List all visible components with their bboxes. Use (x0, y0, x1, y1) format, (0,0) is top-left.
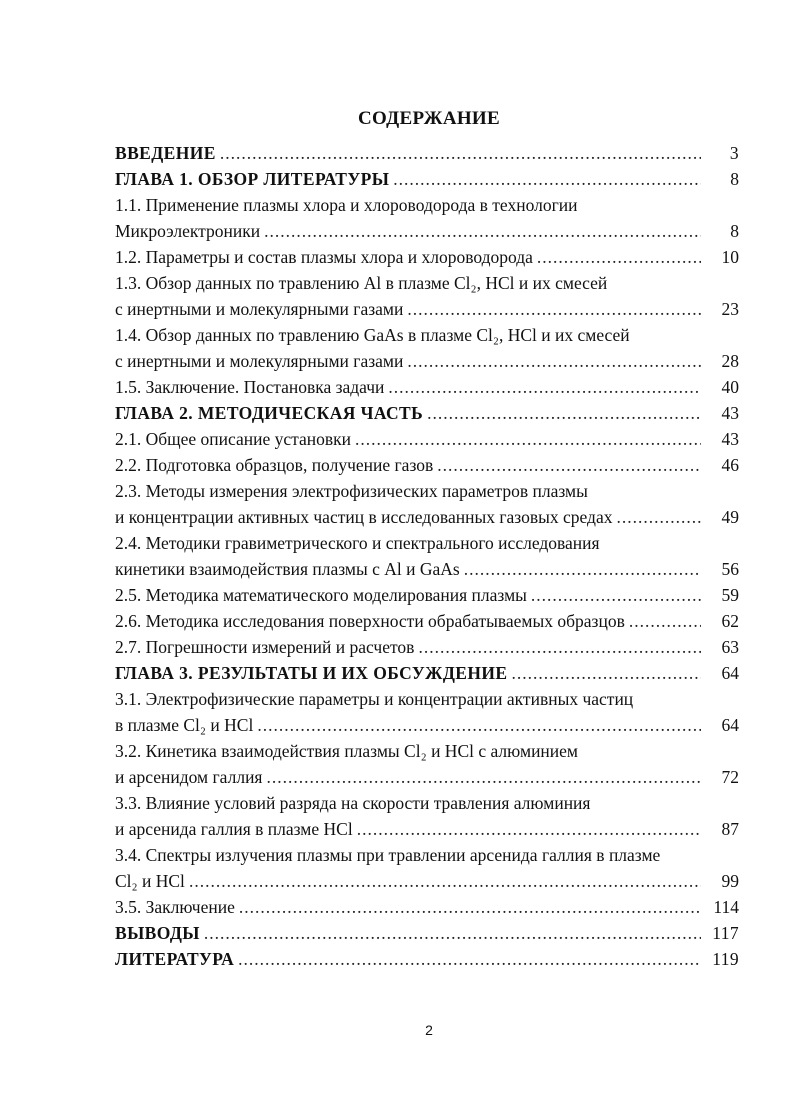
toc-entry[interactable] (115, 660, 739, 686)
toc-entry-text: Микроэлектроники (115, 221, 261, 241)
toc-entry-text: с инертными и молекулярными газами (115, 299, 404, 319)
toc-entry-page: 64 (721, 663, 739, 683)
toc-entry-page: 3 (729, 143, 739, 163)
toc-entry[interactable] (115, 348, 739, 374)
toc-entry-page: 72 (721, 767, 739, 787)
toc-entry-page: 10 (721, 247, 739, 267)
toc-entry-page: 99 (721, 871, 739, 891)
toc-entry-page: 43 (721, 403, 739, 423)
toc-entry-text: кинетики взаимодействия плазмы с Al и GaAs (115, 559, 460, 579)
toc-entry-page: 59 (721, 585, 739, 605)
toc-entry-page: 23 (721, 299, 739, 319)
toc-entry[interactable] (115, 920, 739, 946)
toc-entry[interactable] (115, 582, 739, 608)
toc-entry-text: ЛИТЕРАТУРА (115, 949, 235, 969)
toc-entry-text: 1.3. Обзор данных по травлению Al в плазме Cl₂, HCl и их смесей (115, 273, 608, 293)
toc-entry-page: 46 (721, 455, 739, 475)
toc-entry-text: 3.5. Заключение (115, 897, 235, 917)
toc-entry-page: 43 (721, 429, 739, 449)
toc-entry-text: 2.6. Методика исследования поверхности обрабатываемых образцов (115, 611, 625, 631)
toc-entry[interactable] (115, 218, 739, 244)
toc-entry-page: 119 (712, 949, 739, 969)
toc-entry-page: 49 (721, 507, 739, 527)
toc-entry[interactable] (115, 426, 739, 452)
page-number: 2 (425, 1022, 433, 1038)
toc-entry[interactable] (115, 868, 739, 894)
toc-entry-page: 64 (721, 715, 739, 735)
toc-entry-page: 56 (721, 559, 739, 579)
toc-line (115, 478, 739, 504)
toc-entry[interactable] (115, 816, 739, 842)
toc-entry-text: в плазме Cl₂ и HCl (115, 715, 254, 735)
toc-entry-text: с инертными и молекулярными газами (115, 351, 404, 371)
toc-line (115, 192, 739, 218)
toc-entry[interactable] (115, 946, 739, 972)
toc-entry-page: 8 (730, 221, 739, 241)
toc-line (115, 686, 739, 712)
toc-entry-page: 28 (721, 351, 739, 371)
toc-entry-text: ГЛАВА 2. МЕТОДИЧЕСКАЯ ЧАСТЬ (115, 403, 424, 423)
table-of-contents (115, 140, 739, 972)
toc-entry[interactable] (115, 894, 739, 920)
toc-entry-text: 1.2. Параметры и состав плазмы хлора и хлороводорода (115, 247, 533, 267)
toc-entry-text: ВВЕДЕНИЕ (115, 143, 216, 163)
toc-line (115, 842, 739, 868)
toc-entry-text: и концентрации активных частиц в исследованных газовых средах (115, 507, 613, 527)
toc-entry-text: ГЛАВА 3. РЕЗУЛЬТАТЫ И ИХ ОБСУЖДЕНИЕ (115, 663, 508, 683)
toc-line (115, 738, 739, 764)
toc-entry-text: 2.7. Погрешности измерений и расчетов (115, 637, 415, 657)
toc-entry[interactable] (115, 504, 739, 530)
toc-entry[interactable] (115, 764, 739, 790)
toc-entry-text: 1.4. Обзор данных по травлению GaAs в плазме Cl₂, HCl и их смесей (115, 325, 630, 345)
toc-entry[interactable] (115, 166, 739, 192)
toc-entry-text: и арсенида галлия в плазме HCl (115, 819, 353, 839)
toc-entry-text: 2.2. Подготовка образцов, получение газов (115, 455, 434, 475)
toc-entry[interactable] (115, 400, 739, 426)
toc-entry-text: 2.3. Методы измерения электрофизических параметров плазмы (115, 481, 588, 501)
toc-entry[interactable] (115, 712, 739, 738)
toc-entry[interactable] (115, 634, 739, 660)
toc-line (115, 530, 739, 556)
toc-entry-page: 8 (730, 169, 739, 189)
toc-entry[interactable] (115, 140, 739, 166)
toc-entry-text: Cl₂ и HCl (115, 871, 185, 891)
toc-entry-page: 63 (721, 637, 739, 657)
toc-entry[interactable] (115, 452, 739, 478)
page-title: СОДЕРЖАНИЕ (358, 108, 500, 129)
toc-entry[interactable] (115, 244, 739, 270)
toc-entry-text: 2.1. Общее описание установки (115, 429, 352, 449)
toc-entry-text: 3.1. Электрофизические параметры и концентрации активных частиц (115, 689, 634, 709)
toc-entry-page: 40 (721, 377, 739, 397)
toc-entry-page: 87 (721, 819, 739, 839)
toc-entry[interactable] (115, 374, 739, 400)
toc-entry-text: 3.2. Кинетика взаимодействия плазмы Cl₂ и HCl с алюминием (115, 741, 579, 761)
toc-entry-text: 2.4. Методики гравиметрического и спектрального исследования (115, 533, 600, 553)
toc-entry-page: 117 (712, 923, 739, 943)
toc-entry-text: 3.3. Влияние условий разряда на скорости травления алюминия (115, 793, 591, 813)
toc-entry[interactable] (115, 608, 739, 634)
toc-line (115, 322, 739, 348)
toc-entry-text: 1.5. Заключение. Постановка задачи (115, 377, 385, 397)
toc-entry-text: ВЫВОДЫ (115, 923, 200, 943)
toc-entry-text: ГЛАВА 1. ОБЗОР ЛИТЕРАТУРЫ (115, 169, 390, 189)
toc-entry[interactable] (115, 556, 739, 582)
toc-line (115, 270, 739, 296)
toc-entry-text: 1.1. Применение плазмы хлора и хлороводорода в технологии (115, 195, 578, 215)
toc-entry-text: 2.5. Методика математического моделирования плазмы (115, 585, 527, 605)
toc-entry-page: 114 (713, 897, 739, 917)
toc-entry-text: и арсенидом галлия (115, 767, 263, 787)
toc-entry[interactable] (115, 296, 739, 322)
toc-entry-text: 3.4. Спектры излучения плазмы при травлении арсенида галлия в плазме (115, 845, 661, 865)
toc-entry-page: 62 (721, 611, 739, 631)
toc-line (115, 790, 739, 816)
